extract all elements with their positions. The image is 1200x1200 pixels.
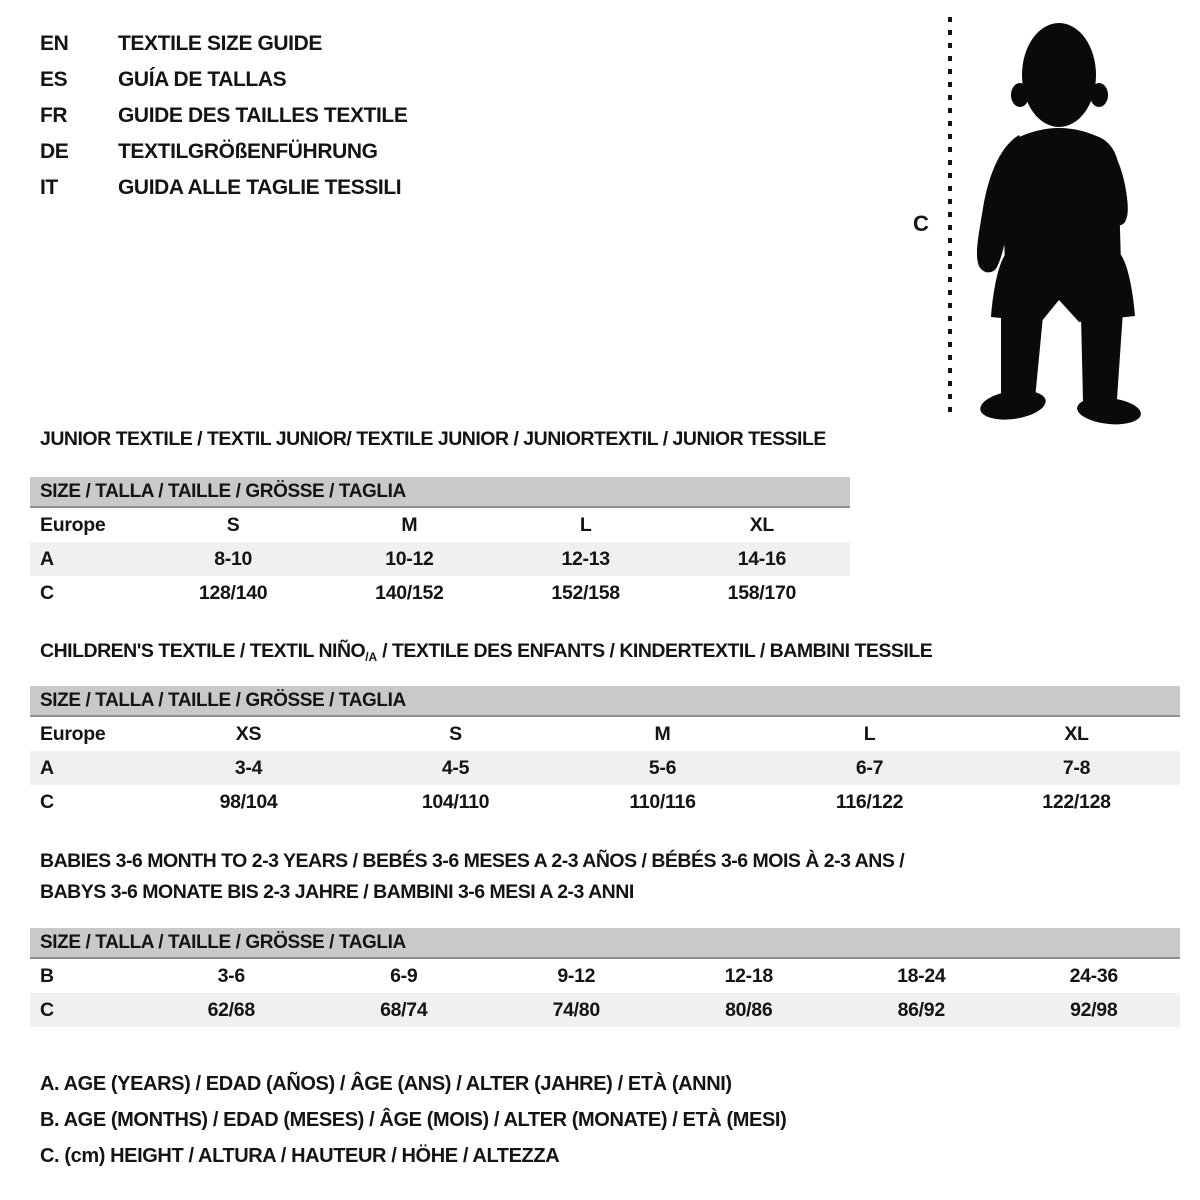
row-label-europe: Europe xyxy=(40,513,106,536)
row-label-europe: Europe xyxy=(40,722,106,745)
height-measure-label: C xyxy=(913,211,929,236)
junior-size-header-label: SIZE / TALLA / TAILLE / GRÖSSE / TAGLIA xyxy=(40,480,406,502)
children-europe-row xyxy=(30,717,1180,751)
lang-row-it xyxy=(40,170,407,206)
babies-section-title-line1: BABIES 3-6 MONTH TO 2-3 YEARS / BEBÉS 3-6 MESES A 2-3 AÑOS / BÉBÉS 3-6 MOIS À 2-3 ANS / xyxy=(40,850,905,872)
size-cell: 110/116 xyxy=(629,790,696,813)
children-age-row xyxy=(30,751,1180,785)
size-column-header: M xyxy=(401,513,418,536)
size-cell: 3-6 xyxy=(217,964,245,987)
babies-size-table xyxy=(30,928,1180,1027)
size-column-header: L xyxy=(863,722,876,745)
lang-row-es xyxy=(40,62,407,98)
size-cell: 12-13 xyxy=(561,547,610,570)
baby-silhouette xyxy=(977,23,1142,425)
children-size-table xyxy=(30,686,1180,819)
size-cell: 104/110 xyxy=(421,790,490,813)
size-cell: 6-9 xyxy=(390,964,418,987)
lang-title-es: GUÍA DE TALLAS xyxy=(118,68,287,91)
size-cell: 4-5 xyxy=(441,756,470,779)
babies-size-header-label: SIZE / TALLA / TAILLE / GRÖSSE / TAGLIA xyxy=(40,931,406,953)
size-cell: 12-18 xyxy=(724,964,773,987)
junior-age-row xyxy=(30,542,850,576)
lang-title-en: TEXTILE SIZE GUIDE xyxy=(118,32,322,55)
junior-europe-row xyxy=(30,508,850,542)
size-cell: 24-36 xyxy=(1069,964,1118,987)
lang-code-de: DE xyxy=(40,140,69,163)
children-section-title xyxy=(30,640,1180,664)
lang-code-it: IT xyxy=(40,176,58,199)
size-cell: 62/68 xyxy=(207,998,255,1021)
row-label-c: C xyxy=(40,790,54,813)
size-cell: 14-16 xyxy=(737,547,787,570)
size-cell: 74/80 xyxy=(552,998,600,1021)
size-cell: 5-6 xyxy=(648,756,677,779)
size-cell: 7-8 xyxy=(1062,756,1091,779)
size-cell: 86/92 xyxy=(897,998,945,1021)
row-label-a: A xyxy=(40,547,54,570)
lang-row-en xyxy=(40,26,407,62)
lang-code-es: ES xyxy=(40,68,68,91)
size-cell: 116/122 xyxy=(835,790,904,813)
lang-title-it: GUIDA ALLE TAGLIE TESSILI xyxy=(118,176,402,199)
babies-section xyxy=(30,846,1180,1027)
size-cell: 6-7 xyxy=(855,756,884,779)
children-title-post: / TEXTILE DES ENFANTS / KINDERTEXTIL / BAMBINI TESSILE xyxy=(377,640,933,662)
legend-block xyxy=(40,1066,786,1174)
size-column-header: L xyxy=(579,513,592,536)
junior-size-header-bar xyxy=(30,477,850,508)
size-cell: 140/152 xyxy=(375,581,444,604)
lang-row-de xyxy=(40,134,407,170)
junior-size-table xyxy=(30,477,850,610)
size-cell: 9-12 xyxy=(557,964,596,987)
row-label-a: A xyxy=(40,756,54,779)
size-cell: 152/158 xyxy=(551,581,620,604)
lang-title-de: TEXTILGRÖßENFÜHRUNG xyxy=(118,140,378,163)
babies-section-title-line2: BABYS 3-6 MONATE BIS 2-3 JAHRE / BAMBINI 3-6 MESI A 2-3 ANNI xyxy=(40,881,634,903)
size-cell: 122/128 xyxy=(1042,790,1111,813)
children-section xyxy=(30,640,1180,819)
children-size-header-bar xyxy=(30,686,1180,717)
children-size-header-label: SIZE / TALLA / TAILLE / GRÖSSE / TAGLIA xyxy=(40,689,406,711)
junior-section xyxy=(30,428,850,610)
babies-height-row xyxy=(30,993,1180,1027)
babies-size-header-bar xyxy=(30,928,1180,959)
babies-months-row xyxy=(30,959,1180,993)
legend-line-b: B. AGE (MONTHS) / EDAD (MESES) / ÂGE (MOIS) / ALTER (MONATE) / ETÀ (MESI) xyxy=(40,1109,787,1131)
size-cell: 80/86 xyxy=(725,998,773,1021)
size-column-header: XL xyxy=(1064,722,1089,745)
lang-code-en: EN xyxy=(40,32,69,55)
junior-section-title: JUNIOR TEXTILE / TEXTIL JUNIOR/ TEXTILE JUNIOR / JUNIORTEXTIL / JUNIOR TESSILE xyxy=(40,428,826,450)
size-column-header: XS xyxy=(235,722,262,745)
lang-title-fr: GUIDE DES TAILLES TEXTILE xyxy=(118,104,408,127)
size-cell: 3-4 xyxy=(234,756,263,779)
height-figure xyxy=(885,5,1185,425)
language-title-block xyxy=(40,26,407,206)
row-label-c: C xyxy=(40,581,54,604)
size-cell: 18-24 xyxy=(897,964,946,987)
size-cell: 158/170 xyxy=(727,581,797,604)
row-label-b: B xyxy=(40,964,54,987)
size-cell: 10-12 xyxy=(385,547,434,570)
size-column-header: S xyxy=(449,722,462,745)
size-cell: 128/140 xyxy=(198,581,268,604)
size-column-header: M xyxy=(654,722,671,745)
lang-row-fr xyxy=(40,98,407,134)
baby-silhouette-icon xyxy=(885,5,1185,425)
size-cell: 8-10 xyxy=(214,547,253,570)
size-cell: 98/104 xyxy=(219,790,278,813)
junior-height-row xyxy=(30,576,850,610)
children-title-sub: /A xyxy=(365,650,378,664)
legend-line-c: C. (cm) HEIGHT / ALTURA / HAUTEUR / HÖHE / ALTEZZA xyxy=(40,1145,560,1167)
size-cell: 68/74 xyxy=(380,998,428,1021)
children-height-row xyxy=(30,785,1180,819)
lang-code-fr: FR xyxy=(40,104,68,127)
size-column-header: XL xyxy=(749,513,775,536)
children-title-pre: CHILDREN'S TEXTILE / TEXTIL NIÑO xyxy=(40,640,366,662)
size-column-header: S xyxy=(226,513,240,536)
size-cell: 92/98 xyxy=(1070,998,1118,1021)
row-label-c: C xyxy=(40,998,54,1021)
legend-line-a: A. AGE (YEARS) / EDAD (AÑOS) / ÂGE (ANS) / ALTER (JAHRE) / ETÀ (ANNI) xyxy=(40,1073,732,1095)
